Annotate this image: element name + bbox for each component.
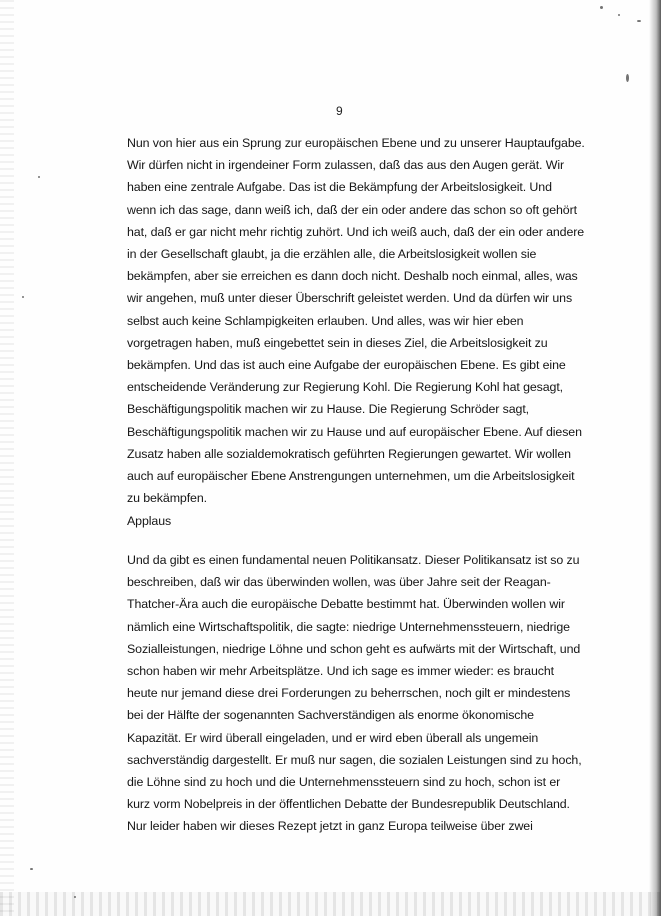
- text-line: in der Gesellschaft glaubt, ja die erzählen alle, die Arbeitslosigkeit wollen sie: [127, 247, 537, 262]
- scan-edge-left: [0, 0, 14, 916]
- scan-speck: [626, 74, 629, 82]
- text-line: Thatcher-Ära auch die europäische Debatte bestimmt hat. Überwinden wollen wir: [127, 597, 565, 612]
- scan-speck: [74, 896, 76, 898]
- text-line: Sozialleistungen, niedrige Löhne und schon geht es aufwärts mit der Wirtschaft, und: [127, 641, 581, 656]
- text-line: nämlich eine Wirtschaftspolitik, die sagte: niedrige Unternehmenssteuern, niedrige: [127, 619, 570, 634]
- scan-speck: [22, 296, 24, 298]
- text-line: hat, daß er gar nicht mehr richtig zuhört. Und ich weiß auch, daß der ein oder andere: [127, 224, 585, 239]
- scan-edge-bottom: [0, 892, 661, 916]
- text-line: wenn ich das sage, dann weiß ich, daß der ein oder andere das schon so oft gehört: [127, 202, 577, 217]
- scan-speck: [38, 176, 40, 178]
- text-line: Beschäftigungspolitik machen wir zu Hause und auf europäischer Ebene. Auf diesen: [127, 424, 582, 439]
- text-line: bei der Hälfte der sogenannten Sachverständigen als enorme ökonomische: [127, 708, 534, 723]
- text-line: selbst auch keine Schlampigkeiten erlauben. Und alles, was wir hier eben: [127, 313, 524, 328]
- text-line: auch auf europäischer Ebene Anstrengungen unternehmen, um die Arbeitslosigkeit: [127, 469, 575, 484]
- text-line: beschreiben, daß wir das überwinden wollen, was über Jahre seit der Reagan-: [127, 575, 551, 590]
- text-line: heute nur jemand diese drei Forderungen zu beherrschen, noch gilt er mindestens: [127, 686, 571, 701]
- text-line: bekämpfen. Und das ist auch eine Aufgabe der europäischen Ebene. Es gibt eine: [127, 358, 566, 373]
- page-number: 9: [336, 104, 343, 118]
- scan-speck: [30, 868, 33, 870]
- text-line: Beschäftigungspolitik machen wir zu Hause. Die Regierung Schröder sagt,: [127, 402, 530, 417]
- paragraph-1: [127, 132, 585, 509]
- text-line: vorgetragen haben, muß eingebettet sein in dieses Ziel, die Arbeitslosigkeit zu: [127, 335, 548, 350]
- text-line: Nun von hier aus ein Sprung zur europäischen Ebene und zu unserer Hauptaufgabe.: [127, 136, 585, 150]
- text-line: Wir dürfen nicht in irgendeiner Form zulassen, daß das aus den Augen gerät. Wir: [127, 158, 565, 173]
- text-line: die Löhne sind zu hoch und die Unternehmenssteuern sind zu hoch, schon ist er: [127, 775, 561, 790]
- scan-edge-right: [649, 0, 661, 916]
- scan-speck: [637, 20, 641, 22]
- scan-speck: [600, 6, 603, 9]
- applause-note: Applaus: [127, 514, 172, 528]
- text-line: Zusatz haben alle sozialdemokratisch geführten Regierungen gewartet. Wir wollen: [127, 446, 571, 461]
- text-line: zu bekämpfen.: [127, 491, 207, 506]
- text-line: Nur leider haben wir dieses Rezept jetzt in ganz Europa teilweise über zwei: [127, 819, 533, 834]
- paragraph-2: [127, 549, 582, 838]
- text-line: wir angehen, muß unter dieser Überschrift geleistet werden. Und da dürfen wir uns: [127, 291, 573, 306]
- text-line: schon haben wir mehr Arbeitsplätze. Und ich sage es immer wieder: es braucht: [127, 664, 554, 679]
- text-line: sachverständig dargestellt. Er muß nur sagen, die sozialen Leistungen sind zu hoch,: [127, 752, 582, 767]
- text-line: bekämpfen, aber sie erreichen es dann doch nicht. Deshalb noch einmal, alles, was: [127, 269, 578, 284]
- text-line: Kapazität. Er wird überall eingeladen, und er wird eben überall als ungemein: [127, 730, 539, 745]
- text-line: kurz vorm Nobelpreis in der öffentlichen Debatte der Bundesrepublik Deutschland.: [127, 797, 570, 812]
- text-line: entscheidende Veränderung zur Regierung Kohl. Die Regierung Kohl hat gesagt,: [127, 380, 564, 395]
- text-line: Und da gibt es einen fundamental neuen Politikansatz. Dieser Politikansatz ist so zu: [127, 553, 580, 567]
- text-line: haben eine zentrale Aufgabe. Das ist die Bekämpfung der Arbeitslosigkeit. Und: [127, 180, 552, 195]
- scan-speck: [618, 14, 620, 16]
